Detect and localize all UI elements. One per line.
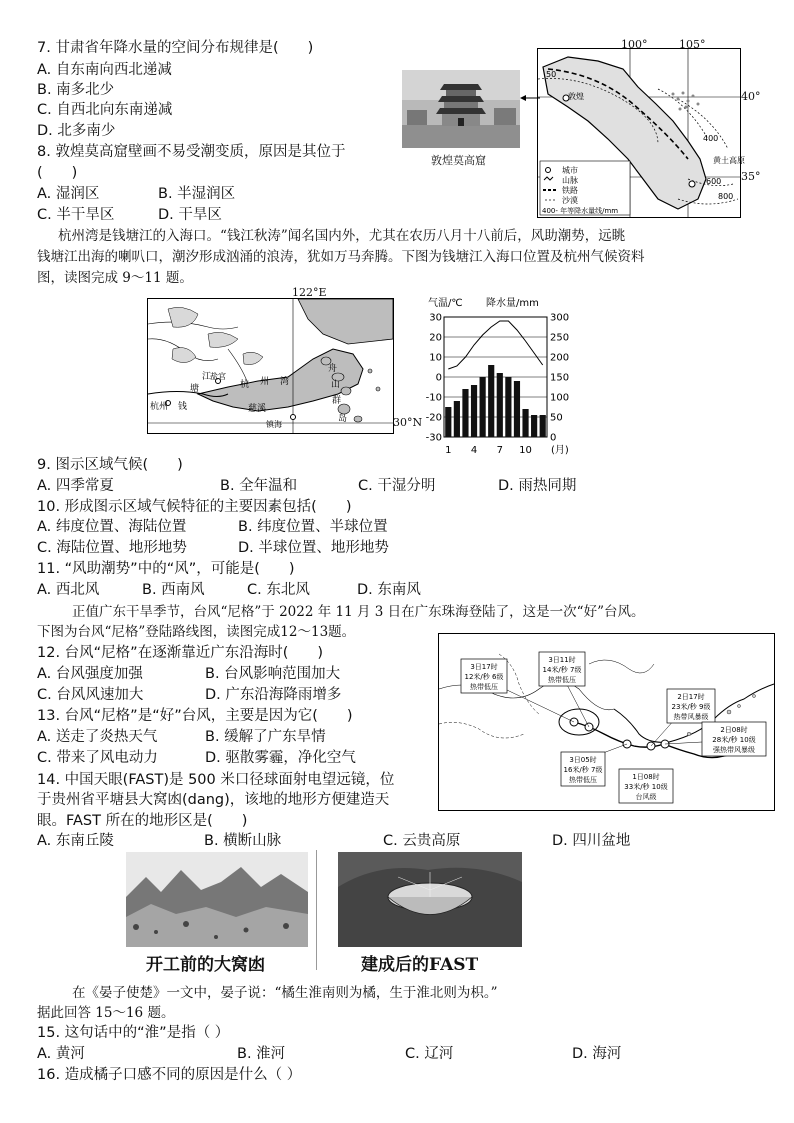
typhoon-info-text: 热带低压 (548, 676, 576, 684)
dawodang-before-photo (126, 852, 308, 947)
q14-option-c: C. 云贵高原 (383, 833, 461, 849)
q9-stem: 9. 图示区域气候( ) (37, 457, 183, 473)
precip-bar (514, 381, 520, 437)
precip-bar (522, 409, 528, 437)
lon-105: 105° (679, 38, 706, 51)
q8-stem: 8. 敦煌莫高窟壁画不易受潮变质，原因是其位于 (37, 144, 346, 160)
dunhuang-label: 敦煌 (568, 92, 584, 101)
q14-option-d: D. 四川盆地 (552, 833, 631, 849)
q10-option-c: C. 海陆位置、地形地势 (37, 540, 187, 556)
hz-lon-label: 122°E (292, 286, 327, 299)
q14-line3: 眼。FAST 所在的地形区是( ) (37, 813, 248, 829)
q8-option-a: A. 湿润区 (37, 186, 100, 202)
precip-bar (445, 407, 451, 437)
q10-option-a: A. 纬度位置、海陆位置 (37, 519, 187, 535)
q8-stem-cont: ( ) (37, 165, 78, 181)
q9-option-b: B. 全年温和 (220, 478, 298, 494)
typhoon-info-text: 3日17时 (470, 663, 498, 671)
svg-text:50: 50 (546, 70, 557, 79)
svg-text:800: 800 (718, 192, 734, 201)
legend-railway: 铁路 (562, 186, 578, 195)
svg-text:杭: 杭 (240, 380, 250, 390)
q10-option-d: D. 半球位置、地形地势 (238, 540, 389, 556)
precip-tick-label: 50 (550, 412, 563, 424)
temp-tick-label: 30 (429, 312, 442, 324)
typhoon-info-text: 热带低压 (470, 683, 498, 691)
svg-text:慈溪: 慈溪 (248, 404, 267, 414)
q12-stem: 12. 台风“尼格”在逐渐靠近广东沿海时( ) (37, 645, 324, 661)
q15-option-d: D. 海河 (572, 1046, 622, 1062)
legend-desert: 沙漠 (562, 196, 578, 205)
typhoon-info-text: 3日11时 (548, 656, 576, 664)
q7-option-c: C. 自西北向东南递减 (37, 102, 173, 118)
q12-option-a: A. 台风强度加强 (37, 666, 143, 682)
month-tick-label: 4 (470, 445, 478, 456)
typhoon-info-text: 台风级 (635, 793, 657, 801)
temp-tick-label: 20 (429, 332, 442, 344)
svg-text:400: 400 (703, 134, 719, 143)
precip-tick-label: 300 (550, 312, 570, 324)
typhoon-info-text: 28米/秒 10级 (712, 736, 756, 744)
q12-option-d: D. 广东沿海降雨增多 (205, 687, 342, 703)
precip-tick-label: 150 (550, 372, 570, 384)
temp-tick-label: -30 (425, 432, 442, 444)
temp-tick-label: 10 (429, 352, 442, 364)
precip-bar (505, 377, 511, 437)
q14-line2: 于贵州省平塘县大窝凼(dang)，该地的地形方便建造天 (37, 792, 390, 808)
q14-option-b: B. 横断山脉 (204, 833, 282, 849)
precip-tick-label: 200 (550, 352, 570, 364)
svg-text:600: 600 (706, 177, 722, 186)
mogao-caption: 敦煌莫高窟 (431, 154, 486, 167)
temp-tick-label: -10 (425, 392, 442, 404)
q9-option-d: D. 雨热同期 (498, 478, 577, 494)
typhoon-info-text: 热带风暴级 (673, 713, 709, 721)
precip-bar (471, 385, 477, 437)
x-unit-label: (月) (551, 445, 569, 456)
passage2-line1: 正值广东干旱季节，台风“尼格”于 2022 年 11 月 3 日在广东珠海登陆了，这是一次“好”台风。 (72, 604, 645, 620)
typhoon-info-text: 14米/秒 7级 (542, 666, 582, 674)
q11-option-b: B. 西南风 (142, 582, 205, 598)
precip-bar (462, 389, 468, 437)
svg-text:群: 群 (332, 396, 342, 406)
precip-bar (497, 373, 503, 437)
fast-after-photo (338, 852, 522, 947)
typhoon-info-text: 2日17时 (677, 693, 705, 701)
legend-isohyet: 400- 年等降水量线/mm (542, 207, 619, 215)
typhoon-info-text: 33米/秒 10级 (624, 783, 668, 791)
q11-option-c: C. 东北风 (247, 582, 310, 598)
q10-option-b: B. 纬度位置、半球位置 (238, 519, 388, 535)
precip-tick-label: 0 (550, 432, 557, 444)
temperature-line (448, 321, 542, 369)
typhoon-info-text: 热带低压 (569, 776, 597, 784)
svg-text:山: 山 (331, 380, 341, 390)
svg-text:盐官: 盐官 (210, 372, 226, 381)
precip-bar (454, 401, 460, 437)
q13-option-a: A. 送走了炎热天气 (37, 729, 158, 745)
q13-option-b: B. 缓解了广东旱情 (205, 729, 326, 745)
precip-bar (488, 365, 494, 437)
svg-text:钱: 钱 (178, 402, 188, 412)
q15-option-b: B. 淮河 (237, 1046, 286, 1062)
svg-text:镇海: 镇海 (266, 420, 282, 429)
typhoon-info-text: 2日08时 (720, 726, 748, 734)
precip-bar (540, 415, 546, 437)
svg-text:湾: 湾 (280, 377, 290, 387)
q13-option-c: C. 带来了风电动力 (37, 750, 158, 766)
q13-option-d: D. 驱散雾霾，净化空气 (205, 750, 356, 766)
legend-city: 城市 (562, 166, 578, 175)
before-photo-caption: 开工前的大窝凼 (146, 955, 265, 975)
month-tick-label: 7 (496, 445, 503, 456)
q14-line1: 14. 中国天眼(FAST)是 500 米口径球面射电望远镜，位 (37, 772, 395, 788)
q11-option-a: A. 西北风 (37, 582, 100, 598)
passage1-line2: 钱塘江出海的喇叭口，潮汐形成汹涌的浪涛，犹如万马奔腾。下图为钱塘江入海口位置及杭州气候资料 (37, 249, 645, 265)
lon-100: 100° (621, 38, 648, 51)
temp-tick-label: -20 (425, 412, 442, 424)
svg-text:舟: 舟 (328, 364, 338, 374)
svg-text:州: 州 (260, 377, 270, 387)
legend-mountain: 山脉 (562, 176, 578, 185)
gansu-precipitation-map (537, 48, 745, 218)
after-photo-caption: 建成后的FAST (361, 955, 479, 975)
q8-option-c: C. 半干旱区 (37, 207, 115, 223)
passage1-line3: 图，读图完成 9～11 题。 (37, 270, 193, 286)
q11-option-d: D. 东南风 (357, 582, 421, 598)
q15-option-c: C. 辽河 (405, 1046, 454, 1062)
passage3-line1: 在《晏子使楚》一文中，晏子说：“橘生淮南则为橘，生于淮北则为枳。” (72, 985, 498, 1001)
temp-axis-title: 气温/℃ (428, 298, 463, 309)
precip-tick-label: 250 (550, 332, 570, 344)
precip-axis-title: 降水量/mm (486, 298, 539, 309)
svg-text:塘: 塘 (190, 384, 200, 394)
passage1-line1: 杭州湾是钱塘江的入海口。“钱江秋涛”闻名国内外，尤其在农历八月十八前后，风助潮势，远眺 (58, 228, 626, 244)
passage2-line2: 下图为台风“尼格”登陆路线图，读图完成12～13题。 (37, 624, 356, 640)
hangzhou-bay-map (147, 298, 394, 434)
typhoon-info-text: 23米/秒 9级 (671, 703, 711, 711)
climate-chart (425, 296, 588, 456)
month-tick-label: 10 (519, 445, 532, 456)
svg-text:杭州: 杭州 (150, 402, 169, 412)
q15-option-a: A. 黄河 (37, 1046, 85, 1062)
mogao-caves-photo (402, 70, 520, 148)
svg-text:江: 江 (202, 372, 212, 382)
precip-tick-label: 100 (550, 392, 570, 404)
lat-35: 35° (741, 170, 761, 183)
q7-option-d: D. 北多南少 (37, 123, 116, 139)
q15-stem: 15. 这句话中的“淮”是指（ ） (37, 1025, 230, 1041)
q13-stem: 13. 台风“尼格”是“好”台风，主要是因为它( ) (37, 708, 353, 724)
q12-option-b: B. 台风影响范围加大 (205, 666, 341, 682)
typhoon-info-text: 3日05时 (569, 756, 597, 764)
temp-tick-label: 0 (435, 372, 442, 384)
q7-option-b: B. 南多北少 (37, 82, 115, 98)
q12-option-c: C. 台风风速加大 (37, 687, 144, 703)
typhoon-info-text: 12米/秒 6级 (464, 673, 504, 681)
hz-lat-label: 30°N (393, 416, 423, 429)
typhoon-track-map (438, 633, 775, 811)
typhoon-info-text: 16米/秒 7级 (563, 766, 603, 774)
q9-option-c: C. 干湿分明 (358, 478, 436, 494)
q11-stem: 11. “风助潮势”中的“风”，可能是( ) (37, 561, 295, 577)
q10-stem: 10. 形成图示区域气候特征的主要因素包括( ) (37, 499, 352, 515)
q8-option-d: D. 干旱区 (158, 207, 222, 223)
typhoon-info-text: 强热带风暴级 (713, 746, 755, 754)
photo-divider (316, 850, 317, 970)
passage3-line2: 据此回答 15～16 题。 (37, 1005, 175, 1021)
q7-option-a: A. 自东南向西北递减 (37, 62, 172, 78)
q7-stem: 7. 甘肃省年降水量的空间分布规律是( ) (37, 40, 314, 56)
svg-text:岛: 岛 (338, 414, 348, 424)
q9-option-a: A. 四季常夏 (37, 478, 114, 494)
precip-bar (531, 415, 537, 437)
month-tick-label: 1 (445, 445, 452, 456)
q14-option-a: A. 东南丘陵 (37, 833, 114, 849)
q8-option-b: B. 半湿润区 (158, 186, 236, 202)
lat-40: 40° (741, 90, 761, 103)
q16-stem: 16. 造成橘子口感不同的原因是什么（ ） (37, 1067, 302, 1083)
loess-plateau-label: 黄土高原 (713, 156, 745, 165)
typhoon-info-text: 1日08时 (632, 773, 660, 781)
precip-bar (480, 377, 486, 437)
